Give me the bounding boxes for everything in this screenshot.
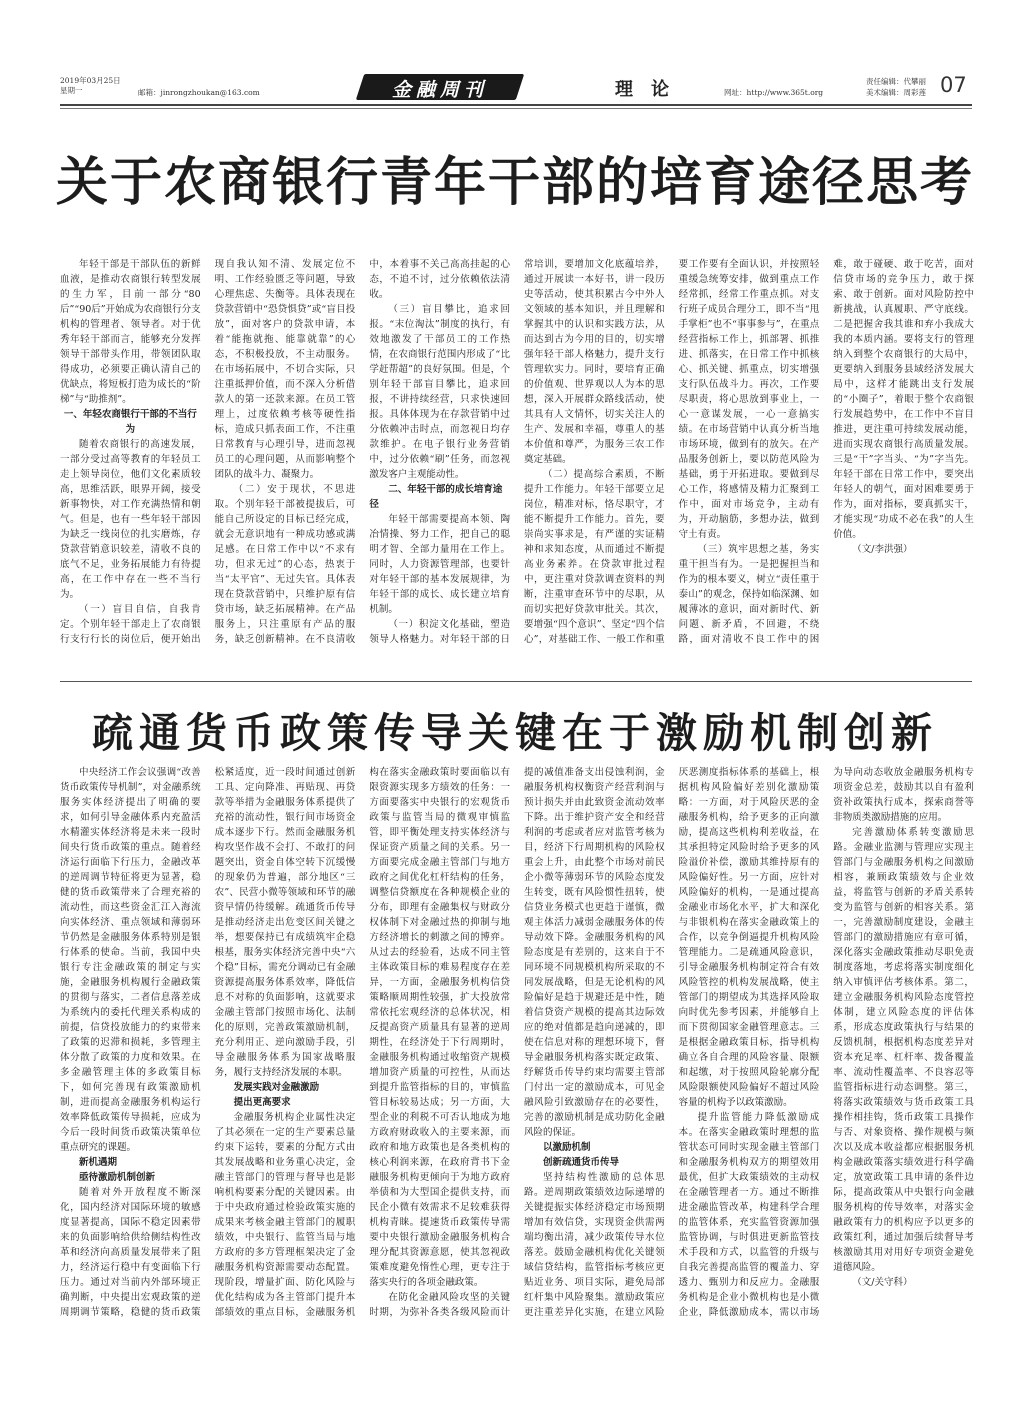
article1-paragraph: 年轻干部需要提高本领、陶冶情操、努力工作，把自己的聪明才智、全部力量用在工作上。同时，人力资源管理部，也要针对年轻干部的基本发展规律，为年轻干部的成长、成长建立培育机制。 (369, 514, 510, 615)
article2-paragraph: 中央经济工作会议强调“改善货币政策传导机制”，对金融系统服务实体经济提出了明确的要求，如何引导金融体系内充盈活水精灌实体经济将是未来一段时间央行货币政策的重点。随着经济运行面临下行压力，金融改革的逆周调节特征将更为显著，稳健的货币政策带来了合理充裕的流动性，而这些资金汇江入海流向实体经济、重点领域和薄弱环节仍然是金融服务体系特别是银行体系的使命。当前，我国中央银行专注金融政策的制定与实施，金融服务机构履行金融政策的贯彻与落实，二者信息落差成为系统内的委托代理关系构成的前提，信贷投放能力的约束带来了政策的迟滞和损耗，多管理主体分散了政策的力度和效果。在多金融管理主体的多政策目标下，如何完善现有政策激励机制，进而提高金融服务机构运行效率降低政策传导损耗，应成为今后一段时间货币政策决策单位重点研究的课题。 (60, 767, 201, 1153)
article2-paragraph: 金融服务机构企业属性决定了其必须在一定的生产要素总量约束下运转，要素的分配方式由其发展战略和业务重心决定，金融主管部门的管理与督导也是影响机构要素分配的关键因素。由于中央政府通过检验政策实施的成果来考核金融主管部门的履职绩效，中央银行、监管当局与地方政府的多方管理框架决定了金融服务机构资源需要动态配置。现阶段，增量扩面、防化风险与优化结构成为各主管部门提升本部绩效的重点目标，金融服务机构在落实金融政策时要面临以有限资源实现多方绩效的任务：一方面要落实中央银行的宏观货币政策与监管当局的微观审慎监管，即平衡处理支持实体经济与保证资产质量之间的关系。另一方面要完成金融主管部门与地方政府之间优化杠杆结构的任务，调整信贷额度在各种规模企业的分布，即理有金融集权与财政分权体制下对金融过热的抑制与地方经济增长的刺激之间的博弈。从过去的经验看，达成不同主管主体政策目标的难易程度存在差异，一方面，金融服务机构信贷策略顺周期性较强，扩大投放常常依托宏观经济的总体状况，相反提高资产质量具有显著的逆周期性，在经济处于下行周期时，金融服务机构通过收缩资产规模增加资产质量的可控性，从而达到提升监管指标的目的，审慎监管目标较易达成；另一方面，大型企业的利税不可否认地成为地方政府财政收入的主要来源，而政府和地方政策也是各类机构的核心利润来源，在政府背书下金融服务机构更倾向于为地方政府举债和为大型国企提供支持，而民企小微有效需求不足较难获得机构青睐。提速货币政策传导需要中央银行激励金融服务机构合理分配其资源意愿，使其忽视政策难度避免惰性心理，更专注于落实央行的各项金融政策。 (214, 767, 510, 1318)
article1-subheading: 二、年轻干部的成长培育途径 (369, 484, 503, 510)
article1-subheading: 一、年轻农商银行干部的不当行为 (63, 409, 197, 435)
article2-subheading: 提出更高要求 (233, 1097, 291, 1108)
art-editor-name: 美术编辑：周彩莲 (866, 88, 926, 97)
article2-byline: （文/关守科） (852, 1277, 913, 1288)
article2-paragraph: 坚持结构性激励的总体思路。逆周期政策绩效边际递增的关键提振实体经济稳定市场预期增加有效信贷，实现资金供需两端均衡出清，减少政策传导水位落差。鼓励金融机构优化关键领域信贷结构，监管指标考核应更贴近业务、项目实际，避免局部红杆集中风险聚集。激励政策应更注重差异化实施，在建立风险厌恶测度指标体系的基础上，根据机构风险偏好差别化激励策略：一方面，对于风险厌恶的金融服务机构，给予更多的正向激励，提高这些机构利差收益，在其承担特定风险时给予更多的风险溢价补偿，激励其维持原有的风险偏好性。另一方面，应针对风险偏好的机构，一是通过提高金融业市场化水平，扩大和深化与非银机构在落实金融政策上的合作，以竞争倒逼提升机构风险管理能力。二是疏通风险意识，引导金融服务机构制定符合有效风险管控的机构发展战略，使主管部门的期望成为其选择风险取向时优先参考因素，并能够自上而下贯彻国家金融管理意志。三是根据金融政策目标，指导机构确立各自合理的风险容量、限额和起缴，对于按照风险轮廓分配风险限额使风险偏好不超过风险容量的机构予以政策激励。 (523, 767, 820, 1318)
section-name: 理论 (615, 79, 687, 100)
editor-name: 责任编辑：代攀丽 (866, 77, 926, 86)
website: 网址：http://www.365t.org (724, 88, 824, 97)
article2-paragraph: 随着对外开放程度不断深化，国内经济对国际环境的敏感度显著提高，国际不稳定因素带来的负面影响给供给侧结构性改革和经济向高质量发展带来了阻力，经济运行稳中有变面临下行压力。通过对当前内外部环境正确判断，中央提出宏观政策的逆周期调节策略，稳健的货币政策松紧适度，近一段时间通过创新工具、定向降准、再贴现、再贷款等举措为金融服务体系提供了充裕的流动性，银行间市场资金成本逐步下行。然而金融服务机构攻坚作战不会打、不敢打的问题突出，资金自体空转下沉缓慢的现象仍为普遍，部分地区“三农”、民营小微等领域和环节的融资早情仍待缓解。疏通货币传导是推动经济走出危变区间关键之举，想要保持已有成绩筑牢企稳根基，服务实体经济完善中央“六个稳”目标，需充分调动已有金融资源提高服务体系效率，降低信息不对称的负面影响，这就要求金融主管部门按照市场化、法制化的原则，完善政策激励机制，充分利用正、逆向激励手段，引导金融服务体系为国家战略服务，履行支持经济发展的本职。 (60, 767, 356, 1318)
article2-subheading: 创新疏通货币传导 (542, 1157, 619, 1168)
article1-paragraph: 年轻干部是干部队伍的新鲜血液，是推动农商银行转型发展的生力军，目前一部分“80后”“90后”开始成为农商银行分支机构的管理者、领导者。对于优秀年轻干部而言，能够充分发挥领导干部带头作用，带领团队取得成功，必须要正确认清自己的优缺点，将短板打造为成长的“阶梯”与“助推剂”。 (60, 259, 201, 405)
masthead-divider (60, 104, 972, 106)
article1-headline: 关于农商银行青年干部的培育途径思考 (55, 153, 974, 213)
article2-paragraph: 完善激励体系转变激励思路。金融业监测与管理应实现主管部门与金融服务机构之间激励相容，兼顾政策绩效与企业效益，将监管与创新的矛盾关系转变为监管与创新的相容关系。第一，完善激励制度建设，金融主管部门的激励措施应有章可循，深化落实金融政策推动尽职免责制度落地，考虑将落实制度细化纳入审慎评估考核体系。第二，建立金融服务机构风险态度管控体制，建立风险态度的评估体系，形成态度政策执行与结果的反馈机制，根据机构态度差异对资本充足率、杠杆率、拨备覆盖率、流动性覆盖率、不良容忍等监管指标进行动态调整。第三，将落实政策绩效与货币政策工具操作相挂钩，货币政策工具操作与否、对象资格、操作规模与频次以及成本收益都应根据服务机构金融政策落实绩效进行科学确定，放宽政策工具申请的条件边际，提高政策从中央银行向金融服务机构的传导效率，对落实金融政策有力的机构应予以更多的政策红利，通过加强后续督导考核激励其用对用好专项资金避免道德风险。 (833, 827, 974, 1273)
article2-paragraph: 在防化金融风险攻坚的关键时期，为弥补各类各级风险而计提的减值准备支出侵蚀利润，金融服务机构权衡资产经营利润与预计损失并由此致资金流动效率下降。出于维护资产安全和经营利润的考虑或者应对监管考核为目，经济下行周期机构的风险权重会上升，由此整个市场对前民企小微等薄弱环节的风险态度发生转变，既有风险惯性扭转，使信贷业务模式也更趋于谨慎，微观主体活力减弱金融服务体的传导动效下降。金融服务机构的风险态度是有差别的，这来自于不同环境不同规模机构所采取的不同发展战略，但是无论机构的风险偏好是趋于规避还是中性，随着信贷资产规模的提高其边际效应的绝对值都是趋向递减的，即使在信息对称的理想环境下，督导金融服务机构落实既定政策、纾解货币传导约束均需要主管部门付出一定的激励成本，可见金融风险引致激励存在的必要性，完善的激励机制是成功防化金融风险的保证。 (369, 767, 665, 1318)
article1-paragraph: （三）盲目攀比，追求回报。“末位淘汰”制度的执行，有效地激发了干部员工的工作热情，在农商银行范围内形成了“比学赶帮超”的良好氛围。但是，个别年轻干部盲目攀比，追求回报，不讲持续经营，只求快速回报。具体体现为在存款营销中过分依赖冲击时点，而忽视日均存款维护。在电子银行业务营销中，过分依赖“刷”任务，而忽视激发客户主观能动性。 (369, 304, 510, 480)
article2-subheading: 以激励机制 (542, 1142, 591, 1153)
article1-paragraph: （二）安于现状，不思进取。个别年轻干部被提拔后，可能自己所设定的目标已经完成，就会无意识地有一种成功感或满足感。在日常工作中以“不求有功，但求无过”的心态，热衷于当“太平官”、无过失官。具体表现在贷款营销中，只维护原有信贷市场，缺乏拓展精神。在产品服务上，只注重原有产品的服务，缺乏创新精神。在不良清收中，本着事不关己高高挂起的心态，不追不讨，过分依赖依法清收。 (214, 259, 510, 645)
article2-paragraph: 提升监管能力降低激励成本。在落实金融政策时理想的监管状态可同时实现金融主管部门和金融服务机构双方的期望效用最优，但扩大政策绩效的主动权在金融管理者一方。通过不断推进金融监管改革，构建科学合理的监管体系，充实监管资源加强监管协调，与时俱进更新监管技术手段和方式，以监管的升级与自我完善提高监管的覆盖力、穿透力、甄别力和反应力。金融服务机构是企业小微机构也是小微企业，降低激励成本，需以市场为导向动态收放金融服务机构专项资金总差，鼓励其以自有盈利资补政策执行成本，探索商誉等非物质类激励措施的应用。 (678, 767, 974, 1318)
contact-email: 邮箱：jinrongzhoukan@163.com (138, 88, 260, 97)
paper-name: 金融周刊 (391, 79, 488, 101)
article2-subheading: 亟待激励机制创新 (79, 1172, 156, 1183)
masthead (60, 70, 972, 104)
article-divider (60, 681, 972, 682)
article2-body (60, 765, 974, 1385)
article2-subheading: 发展实践对金融激励 (233, 1082, 320, 1093)
article1-paragraph: （三）筑牢思想之基，务实重干担当有为。一是把握担当和作为的根本要义，树立“责任重于泰山”的观念，保持如临深渊、如履薄冰的意识，面对新时代、新问题、新矛盾，不回避，不绕路，面对清收不良工作中的困难，敢于碰硬、敢于吃苦，面对信贷市场的竞争压力，敢于探索、敢于创新。面对风险防控中新挑战，认真履职、严守底线。二是把握舍我其谁和弃小我成大我的本质内涵。要将支行的管理纳入到整个农商银行的大局中，更要纳入到服务县域经济发展大局中，这样才能跳出支行发展的“小圈子”，着眼于整个农商银行发展趋势中，在工作中不盲目推进，更注重可持续发展动能，进而实现农商银行高质量发展。三是“干”字当头、“为”字当先。年轻干部在日常工作中，要突出年轻人的朝气，面对困难要勇于作为，面对指标，要真抓实干，才能实现“功成不必在我”的人生价值。 (678, 259, 974, 645)
article1-paragraph: 随着农商银行的高速发展，一部分受过高等教育的年轻员工走上领导岗位，他们文化素质较高，思维活跃，眼界开阔，接受新事物快，对工作充满热情和朝气。但是，也有一些年轻干部因为缺乏一线岗位的扎实磨炼，存贷款营销意识较差，清收不良的底气不足，业务拓展能力有待提高，在工作中存在一些不当行为。 (60, 439, 201, 600)
article1-byline: （文/李洪强） (852, 544, 913, 555)
article1-paragraph: （二）提高综合素质，不断提升工作能力。年轻干部要立足岗位，精准对标，恪尽职守，才能不断提升工作能力。首先，要崇尚实事求是，有严谨的实证精神和求知态度，从而通过不断提高业务素养。在贷款审批过程中，更注重对贷款调查资料的判断，注重审查环节中的尽职，从而切实把好贷款审批关。其次，要增强“四个意识”、坚定“四个信心”，对基础工作、一般工作和重要工作要有全面认识，并按照轻重缓急统筹安排，做到重点工作经常抓，经常工作重点抓。对支行班子成员合理分工，即不当“甩手掌柜”也不“事事参与”，在重点经营指标工作上，抓部署、抓推进、抓落实，在日常工作中抓核心、抓关键、抓重点，切实增强支行队伍战斗力。再次，工作要尽职责，将心思放到事业上，一心一意谋发展，一心一意搞实绩。在市场营销中认真分析当地市场环境，做到有的放矢。在产品服务创新上，要以防范风险为基础，勇于开拓进取。要做到尽心工作，将感情及精力汇聚到工作中，面对市场竞争，主动有为，开动脑筋，多想办法，做到守土有责。 (523, 259, 820, 645)
issue-date-block (60, 76, 121, 96)
article1-paragraph: （一）盲目自信，自我肯定。个别年轻干部走上了农商银行支行行长的岗位后，便开始出现自我认知不清、发展定位不明、工作经验匮乏等问题，导致心理焦虑、失衡等。具体表现在贷款营销中“恐贷惧贷”或“盲目投放”，面对客户的贷款申请，本着“能拖就拖、能靠就靠”的心态，不积极投放，不主动服务。在市场拓展中，不切合实际，只注重抵押价值，而不深入分析借款人的第一还款来源。在员工管理上，过度依赖考核等硬性指标，造成只抓表面工作，不注重日常教育与心理引导，进而忽视员工的心理问题，从而影响整个团队的战斗力、凝聚力。 (60, 259, 356, 645)
issue-weekday: 星期一 (60, 86, 83, 95)
article2-headline: 疏通货币政策传导关键在于激励机制创新 (92, 709, 938, 757)
page-number: 07 (940, 73, 967, 97)
article1-paragraph: （一）积淀文化基础，塑造领导人格魅力。对年轻干部的日常培训，要增加文化底蕴培养，通过开展读一本好书，讲一段历史等活动，使其积累古今中外人文领域的基本知识，并且理解和掌握其中的认识和实践方法，从而达到古为今用的目的，切实增强年轻干部人格魅力，提升支行管理软实力。同时，要培育正确的价值观、世界观以人为本的思想，深入开展群众路线活动，使其具有人文情怀，切实关注人的生产、发展和幸福，尊重人的基本价值和尊严，为服务三农工作奠定基础。 (369, 259, 665, 645)
article1-body (60, 257, 974, 667)
masthead-divider-thin (60, 108, 972, 109)
article2-subheading: 新机遇期 (79, 1157, 118, 1168)
editor-credits (866, 76, 926, 98)
issue-date: 2019年03月25日 (60, 76, 121, 85)
